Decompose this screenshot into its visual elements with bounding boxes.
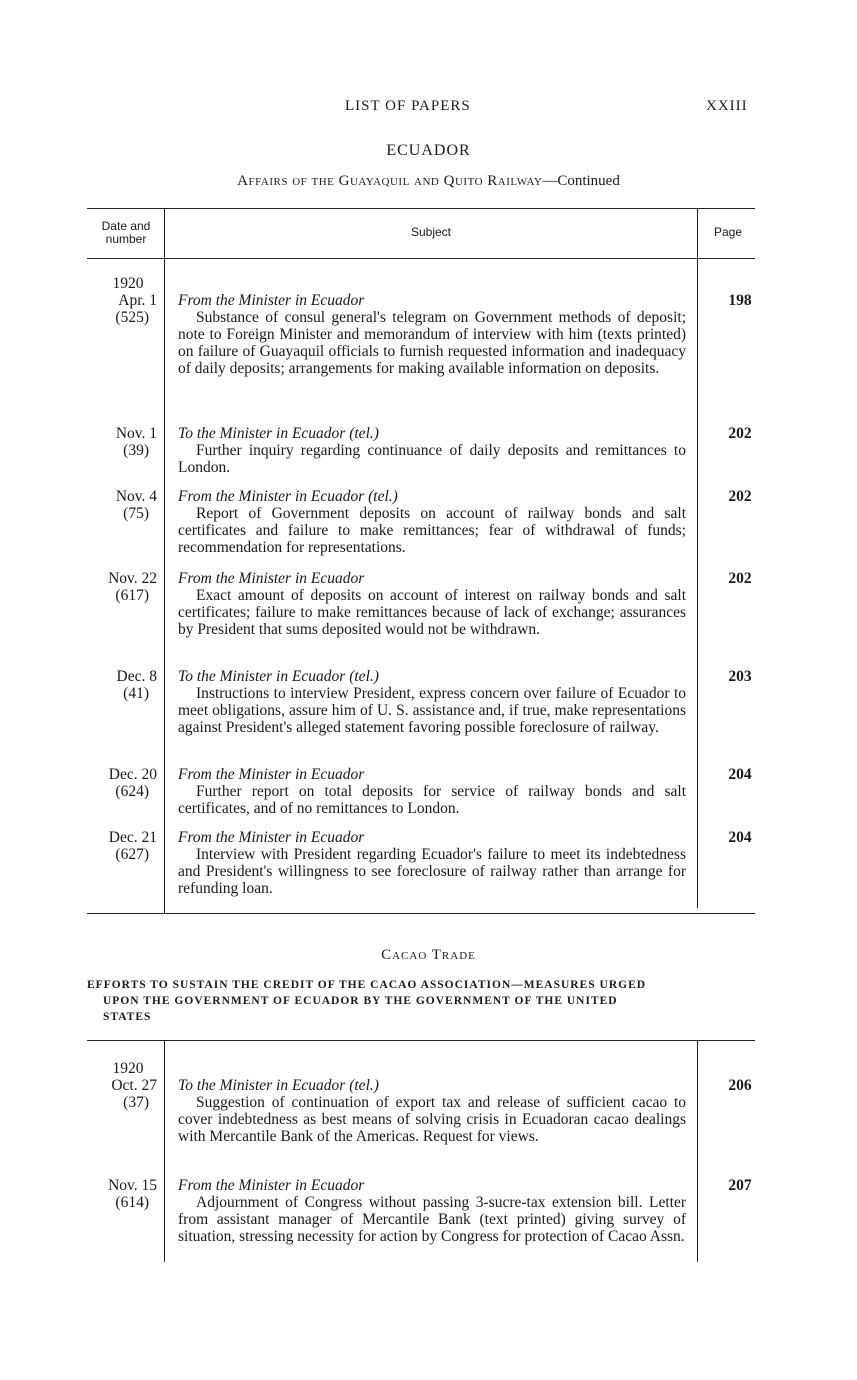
- entry-number: (617): [115, 587, 149, 604]
- column-header-date: Date and number: [101, 219, 151, 246]
- running-head-title: LIST OF PAPERS: [345, 98, 471, 114]
- country-heading: ECUADOR: [386, 142, 471, 159]
- entry-page-number: 204: [728, 766, 752, 783]
- entry-sender: From the Minister in Ecuador: [178, 570, 365, 587]
- entry-page-number: 202: [728, 425, 752, 442]
- entry-number: (37): [123, 1094, 149, 1111]
- entry-number: (614): [115, 1194, 149, 1211]
- entry-number: (39): [123, 442, 149, 459]
- entry-sender: From the Minister in Ecuador: [178, 829, 365, 846]
- table2-top-rule: [87, 1040, 755, 1041]
- entry-subject: [178, 292, 686, 377]
- entry-page-number: 207: [728, 1177, 752, 1194]
- entry-sender: To the Minister in Ecuador (tel.): [178, 425, 379, 442]
- table-bottom-rule: [87, 913, 755, 914]
- table2-column-divider-left: [164, 1040, 165, 1262]
- entry-page-number: 202: [728, 488, 752, 505]
- entry-subject: [178, 766, 686, 817]
- entry-subject: [178, 1177, 686, 1245]
- entry-number: (525): [115, 309, 149, 326]
- entry-page-number: 198: [728, 292, 752, 309]
- entry-date: Dec. 8: [116, 668, 157, 685]
- entry-summary: Further report on total deposits for service of railway bonds and salt certificates, and of no remittances to London.: [178, 783, 686, 818]
- page-number-roman: XXIII: [706, 98, 748, 114]
- column-header-page: Page: [713, 225, 743, 239]
- cacao-subtitle-line-1: EFFORTS TO SUSTAIN THE CREDIT OF THE CACAO ASSOCIATION—MEASURES URGED: [87, 979, 647, 991]
- entry-subject: [178, 668, 686, 736]
- entry-sender: From the Minister in Ecuador: [178, 766, 365, 783]
- entry-subject: [178, 1077, 686, 1145]
- entry-number: (41): [123, 685, 149, 702]
- entry-page-number: 202: [728, 570, 752, 587]
- entry-date: Apr. 1: [118, 292, 157, 309]
- entry-summary: Report of Government deposits on account of railway bonds and salt certificates and failure to make remittances; fear of withdrawal of funds; recommendation for representations.: [178, 505, 686, 557]
- entry-sender: From the Minister in Ecuador (tel.): [178, 488, 398, 505]
- entry-date: Oct. 27: [111, 1077, 157, 1094]
- entry-page-number: 204: [728, 829, 752, 846]
- entry-summary: Substance of consul general's telegram on Government methods of deposit; note to Foreign Minister and memorandum of interview with him (texts printed) on failure of Guayaquil officials to furnish requested information and inadequacy of daily deposits; arrangements for making available information on deposits.: [178, 309, 686, 378]
- entry-subject: [178, 425, 686, 476]
- column-header-subject: Subject: [410, 225, 452, 239]
- entry-summary: Suggestion of continuation of export tax and release of sufficient cacao to cover indebtedness as best means of solving crisis in Ecuadoran cacao dealings with Mercantile Bank of the Americas. Request for views.: [178, 1094, 686, 1146]
- entry-summary: Exact amount of deposits on account of interest on railway bonds and salt certificates; failure to make remittances because of lack of exchange; assurances by President that sums deposited would not be withdrawn.: [178, 587, 686, 639]
- entry-sender: From the Minister in Ecuador: [178, 292, 365, 309]
- entry-subject: [178, 570, 686, 638]
- entry-sender: To the Minister in Ecuador (tel.): [178, 668, 379, 685]
- year-label: 1920: [112, 275, 144, 292]
- entry-summary: Further inquiry regarding continuance of daily deposits and remittances to London.: [178, 442, 686, 477]
- table-header-rule: [87, 258, 755, 259]
- table2-column-divider-right: [697, 1040, 698, 1262]
- section-subtitle-continued: —Continued: [542, 173, 620, 189]
- entry-number: (75): [123, 505, 149, 522]
- section-subtitle: [0, 173, 857, 190]
- entry-date: Nov. 4: [115, 488, 157, 505]
- table-column-divider-right: [697, 208, 698, 908]
- entry-sender: From the Minister in Ecuador: [178, 1177, 365, 1194]
- cacao-section-subtitle: [87, 977, 755, 1025]
- section-subtitle-main: Affairs of the Guayaquil and Quito Railway: [237, 173, 543, 189]
- table-top-rule: [87, 208, 755, 209]
- entry-date: Dec. 20: [108, 766, 157, 783]
- entry-number: (627): [115, 846, 149, 863]
- entry-sender: To the Minister in Ecuador (tel.): [178, 1077, 379, 1094]
- cacao-section-title: Cacao Trade: [381, 947, 476, 963]
- entry-subject: [178, 829, 686, 897]
- entry-subject: [178, 488, 686, 556]
- entry-summary: Adjournment of Congress without passing 3-sucre-tax extension bill. Letter from assistant manager of Mercantile Bank (text printed) giving survey of situation, stressing necessity for action by Congress for protection of Cacao Assn.: [178, 1194, 686, 1246]
- entry-date: Nov. 1: [115, 425, 157, 442]
- entry-date: Dec. 21: [108, 829, 157, 846]
- entry-date: Nov. 15: [108, 1177, 157, 1194]
- entry-page-number: 203: [728, 668, 752, 685]
- entry-summary: Instructions to interview President, express concern over failure of Ecuador to meet obligations, assure him of U. S. assistance and, if true, make representations against President's alleged statement favoring possible foreclosure of railway.: [178, 685, 686, 737]
- entry-date: Nov. 22: [108, 570, 157, 587]
- entry-number: (624): [115, 783, 149, 800]
- entry-summary: Interview with President regarding Ecuador's failure to meet its indebtedness and President's willingness to see foreclosure of railway rather than arrange for refunding loan.: [178, 846, 686, 898]
- table-column-divider-left: [164, 208, 165, 913]
- cacao-subtitle-line-3: STATES: [103, 1011, 152, 1023]
- year-label-2: 1920: [112, 1060, 144, 1077]
- cacao-subtitle-line-2: UPON THE GOVERNMENT OF ECUADOR BY THE GOVERNMENT OF THE UNITED: [103, 995, 618, 1007]
- entry-page-number: 206: [728, 1077, 752, 1094]
